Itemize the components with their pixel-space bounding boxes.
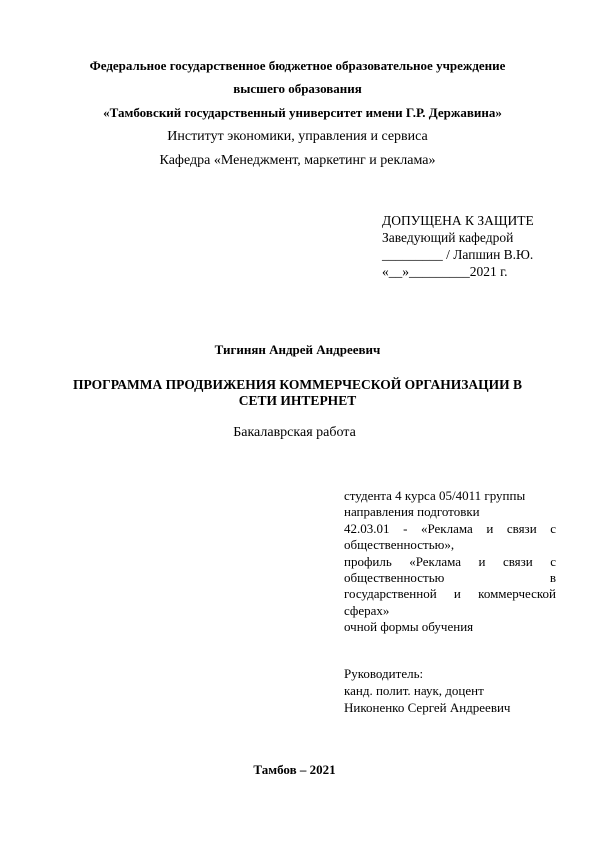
institute-name: Институт экономики, управления и сервиса: [167, 129, 428, 144]
student-info-line: профиль «Реклама и связи с: [344, 553, 556, 569]
approval-title: ДОПУЩЕНА К ЗАЩИТЕ: [382, 213, 534, 228]
student-info-line: общественностью в: [344, 570, 556, 586]
thesis-title-line2: СЕТИ ИНТЕРНЕТ: [238, 393, 357, 408]
institution-name-line1: Федеральное государственное бюджетное образовательное учреждение: [89, 58, 506, 73]
student-info-line: 42.03.01 - «Реклама и связи с: [344, 520, 556, 536]
approval-signature-line: _________ / Лапшин В.Ю.: [382, 247, 534, 262]
student-info-line: очной формы обучения: [344, 619, 474, 635]
approval-head-label: Заведующий кафедрой: [382, 230, 514, 245]
approval-block: [382, 212, 534, 280]
thesis-title-line1: ПРОГРАММА ПРОДВИЖЕНИЯ КОММЕРЧЕСКОЙ ОРГАНИЗАЦИИ В: [73, 377, 522, 392]
supervisor-degree: канд. полит. наук, доцент: [344, 683, 484, 698]
student-info-line: общественностью»,: [344, 537, 455, 553]
work-type: Бакалаврская работа: [233, 425, 356, 440]
supervisor-block: [344, 665, 510, 716]
department-name: Кафедра «Менеджмент, маркетинг и реклама»: [159, 153, 436, 168]
student-info-line: студента 4 курса 05/4011 группы: [344, 488, 526, 503]
student-info-block: [344, 488, 556, 636]
university-name: «Тамбовский государственный университет имени Г.Р. Державина»: [103, 105, 502, 120]
author-name: Тигинян Андрей Андреевич: [214, 342, 381, 357]
student-info-line: направления подготовки: [344, 504, 480, 520]
supervisor-label: Руководитель:: [344, 666, 424, 681]
institution-name-line2: высшего образования: [233, 81, 362, 96]
supervisor-name: Никоненко Сергей Андреевич: [344, 700, 511, 715]
thesis-title: [0, 377, 595, 409]
approval-date-line: «__»_________2021 г.: [382, 264, 508, 279]
city-year: Тамбов – 2021: [253, 762, 336, 777]
student-info-line: государственной и коммерческой: [344, 586, 556, 602]
student-info-line: сферах»: [344, 602, 390, 618]
